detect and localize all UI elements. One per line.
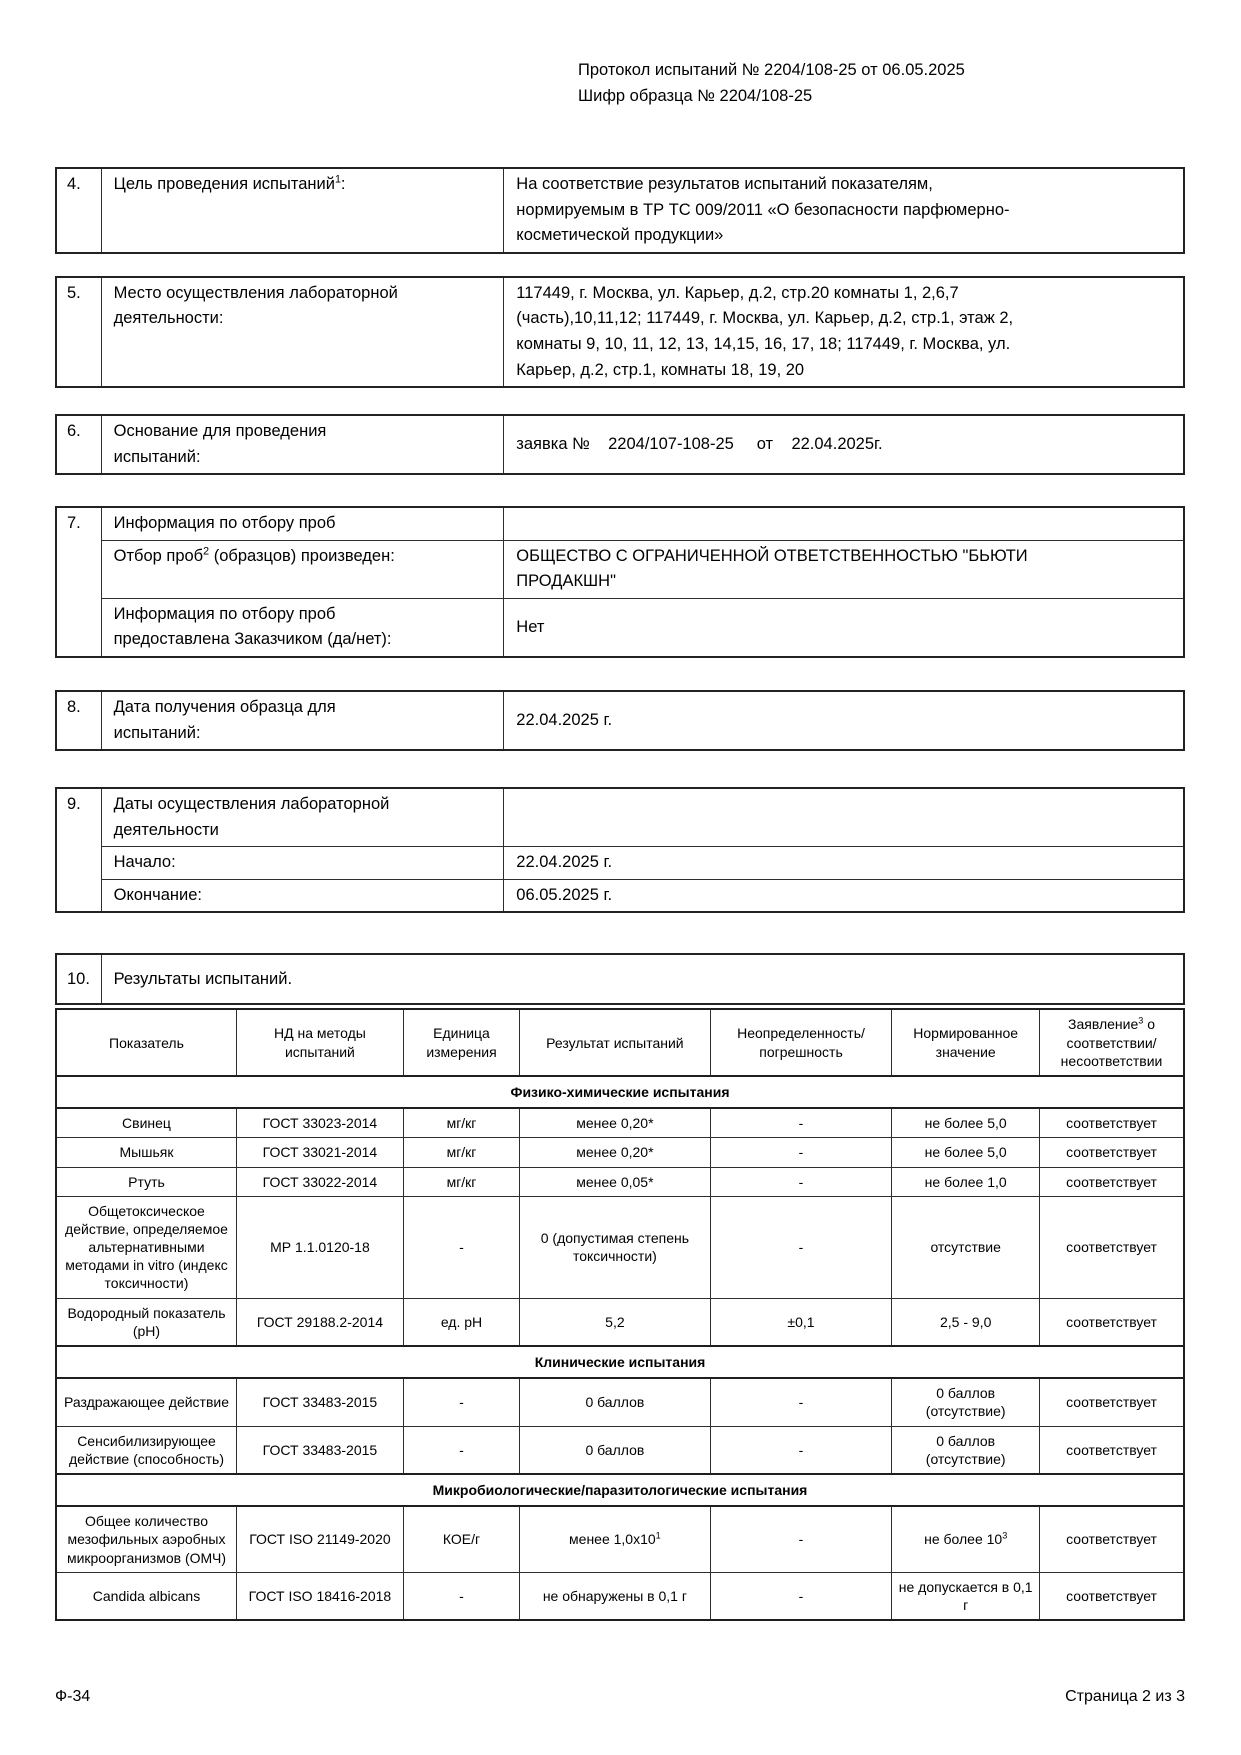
result-cell: соответствует: [1040, 1138, 1184, 1167]
info-row: [56, 847, 1184, 880]
result-cell: -: [403, 1378, 519, 1426]
result-cell: не допускается в 0,1 г: [892, 1572, 1040, 1620]
column-header-result: Результат испытаний: [520, 1009, 711, 1076]
result-row: [56, 1298, 1184, 1346]
info-row: [56, 540, 1184, 598]
results-table-head: [56, 1009, 1184, 1076]
result-cell: ГОСТ 33023-2014: [236, 1108, 403, 1138]
result-cell: Раздражающее действие: [56, 1378, 236, 1426]
result-cell: -: [403, 1196, 519, 1298]
page-number: Страница 2 из 3: [1065, 1688, 1185, 1705]
result-cell: соответствует: [1040, 1298, 1184, 1346]
result-cell: Сенсибилизирующее действие (способность): [56, 1426, 236, 1474]
result-cell: Candida albicans: [56, 1572, 236, 1620]
info-row: [56, 168, 1184, 253]
result-cell: менее 0,05*: [520, 1167, 711, 1196]
result-cell: отсутствие: [892, 1196, 1040, 1298]
row-value: 06.05.2025 г.: [504, 879, 1184, 912]
result-cell: мг/кг: [403, 1167, 519, 1196]
row-value: 117449, г. Москва, ул. Карьер, д.2, стр.20 комнаты 1, 2,6,7 (часть),10,11,12; 117449, г. Москва, ул. Карьер, д.2, стр.1, этаж 2, комнаты 9, 10, 11, 12, 13, 14,15, 16, 17, 18; 117449, г. Москва, ул. Карьер, д.2, стр.1, комнаты 18, 19, 20: [504, 277, 1184, 387]
results-group-title: Клинические испытания: [56, 1346, 1184, 1378]
result-cell: -: [710, 1196, 892, 1298]
column-header-norm: Нормированное значение: [892, 1009, 1040, 1076]
result-cell: не более 5,0: [892, 1138, 1040, 1167]
info-row: [56, 598, 1184, 657]
result-cell: менее 0,20*: [520, 1108, 711, 1138]
row-label: Основание для проведения испытаний:: [101, 415, 504, 474]
row-number: 9.: [56, 788, 101, 912]
document-content: [55, 0, 1185, 1621]
info-table-sampling: [55, 506, 1185, 658]
result-row: [56, 1506, 1184, 1572]
row-label: Отбор проб$^2$ (образцов) произведен:: [101, 540, 504, 598]
result-row: [56, 1426, 1184, 1474]
column-header-indicator: Показатель: [56, 1009, 236, 1076]
result-cell: Свинец: [56, 1108, 236, 1138]
row-label: Цель проведения испытаний$^1$:: [101, 168, 504, 253]
result-cell: Общетоксическое действие, определяемое альтернативными методами in vitro (индекс токсичности): [56, 1196, 236, 1298]
row-number: 10.: [56, 954, 101, 1004]
result-cell: -: [710, 1506, 892, 1572]
result-cell: -: [710, 1108, 892, 1138]
row-value: [504, 788, 1184, 847]
result-cell: 0 баллов (отсутствие): [892, 1426, 1040, 1474]
result-cell: МР 1.1.0120-18: [236, 1196, 403, 1298]
result-cell: 0 баллов: [520, 1378, 711, 1426]
info-row: [56, 507, 1184, 540]
results-section-title-table: [55, 953, 1185, 1005]
result-cell: -: [710, 1167, 892, 1196]
info-row: [56, 879, 1184, 912]
result-cell: соответствует: [1040, 1108, 1184, 1138]
row-value: 22.04.2025 г.: [504, 847, 1184, 880]
protocol-number-line: Протокол испытаний № 2204/108-25 от 06.05.2025: [578, 61, 965, 79]
result-cell: соответствует: [1040, 1506, 1184, 1572]
result-cell: соответствует: [1040, 1196, 1184, 1298]
result-cell: не более 1,0: [892, 1167, 1040, 1196]
results-group-row: [56, 1346, 1184, 1378]
result-cell: ГОСТ 29188.2-2014: [236, 1298, 403, 1346]
row-number: 7.: [56, 507, 101, 657]
row-label: Даты осуществления лабораторной деятельности: [101, 788, 504, 847]
form-code: Ф-34: [55, 1688, 91, 1705]
result-cell: -: [403, 1426, 519, 1474]
result-cell: 2,5 - 9,0: [892, 1298, 1040, 1346]
row-value: 22.04.2025 г.: [504, 691, 1184, 750]
row-value: ОБЩЕСТВО С ОГРАНИЧЕННОЙ ОТВЕТСТВЕННОСТЬЮ "БЬЮТИ ПРОДАКШН": [504, 540, 1184, 598]
result-row: [56, 1108, 1184, 1138]
result-cell: -: [710, 1426, 892, 1474]
result-row: [56, 1378, 1184, 1426]
results-group-row: [56, 1076, 1184, 1108]
row-label: Дата получения образца для испытаний:: [101, 691, 504, 750]
row-number: 8.: [56, 691, 101, 750]
result-row: [56, 1572, 1184, 1620]
results-group-row: [56, 1474, 1184, 1506]
row-value: Нет: [504, 598, 1184, 657]
result-cell: соответствует: [1040, 1572, 1184, 1620]
row-label: Начало:: [101, 847, 504, 880]
results-table: [55, 1008, 1185, 1621]
result-cell: не более 5,0: [892, 1108, 1040, 1138]
result-cell: Общее количество мезофильных аэробных микроорганизмов (ОМЧ): [56, 1506, 236, 1572]
row-label: Информация по отбору проб предоставлена Заказчиком (да/нет):: [101, 598, 504, 657]
results-table-body: [56, 1076, 1184, 1620]
result-cell: -: [403, 1572, 519, 1620]
results-group-title: Микробиологические/паразитологические испытания: [56, 1474, 1184, 1506]
result-cell: менее $1,0x10^1$: [520, 1506, 711, 1572]
row-label: Окончание:: [101, 879, 504, 912]
results-group-title: Физико-химические испытания: [56, 1076, 1184, 1108]
info-row: [56, 415, 1184, 474]
result-cell: не обнаружены в 0,1 г: [520, 1572, 711, 1620]
result-cell: -: [710, 1138, 892, 1167]
result-cell: Водородный показатель (рН): [56, 1298, 236, 1346]
result-cell: 5,2: [520, 1298, 711, 1346]
result-cell: 0 баллов: [520, 1426, 711, 1474]
result-cell: Ртуть: [56, 1167, 236, 1196]
result-cell: ГОСТ 33021-2014: [236, 1138, 403, 1167]
result-cell: мг/кг: [403, 1138, 519, 1167]
column-header-unit: Единица измерения: [403, 1009, 519, 1076]
row-label: Место осуществления лабораторной деятельности:: [101, 277, 504, 387]
document-header: [578, 58, 1185, 109]
result-cell: не более $10^3$: [892, 1506, 1040, 1572]
result-cell: ГОСТ ISO 21149-2020: [236, 1506, 403, 1572]
sample-cipher-line: Шифр образца № 2204/108-25: [578, 86, 813, 105]
result-cell: мг/кг: [403, 1108, 519, 1138]
result-cell: ГОСТ 33022-2014: [236, 1167, 403, 1196]
info-row: [56, 277, 1184, 387]
row-number: 5.: [56, 277, 101, 387]
column-header-statement: Заявление$^3$ о соответствии/ несоответствии: [1040, 1009, 1184, 1076]
results-section-title: Результаты испытаний.: [101, 954, 1184, 1004]
result-cell: соответствует: [1040, 1167, 1184, 1196]
info-table-activity-dates: [55, 787, 1185, 913]
row-value: На соответствие результатов испытаний показателям, нормируемым в ТР ТС 009/2011 «О безопасности парфюмерно-косметической продукции»: [504, 168, 1184, 253]
page-footer: [55, 1688, 1185, 1706]
info-table-receipt-date: [55, 690, 1185, 751]
results-header-row: [56, 1009, 1184, 1076]
result-cell: ±0,1: [710, 1298, 892, 1346]
info-row: [56, 954, 1184, 1004]
result-cell: менее 0,20*: [520, 1138, 711, 1167]
info-row: [56, 691, 1184, 750]
result-cell: ГОСТ 33483-2015: [236, 1378, 403, 1426]
row-label: Информация по отбору проб: [101, 507, 504, 540]
result-row: [56, 1167, 1184, 1196]
result-cell: -: [710, 1572, 892, 1620]
row-value: заявка № 2204/107-108-25 от 22.04.2025г.: [504, 415, 1184, 474]
result-cell: Мышьяк: [56, 1138, 236, 1167]
result-cell: -: [710, 1378, 892, 1426]
result-cell: ед. рН: [403, 1298, 519, 1346]
result-cell: ГОСТ ISO 18416-2018: [236, 1572, 403, 1620]
result-cell: 0 баллов (отсутствие): [892, 1378, 1040, 1426]
info-table-purpose: [55, 167, 1185, 254]
column-header-method: НД на методы испытаний: [236, 1009, 403, 1076]
row-number: 4.: [56, 168, 101, 253]
result-row: [56, 1196, 1184, 1298]
result-cell: соответствует: [1040, 1378, 1184, 1426]
result-cell: ГОСТ 33483-2015: [236, 1426, 403, 1474]
info-row: [56, 788, 1184, 847]
info-table-basis: [55, 414, 1185, 475]
result-cell: КОЕ/г: [403, 1506, 519, 1572]
row-value: [504, 507, 1184, 540]
row-number: 6.: [56, 415, 101, 474]
result-cell: соответствует: [1040, 1426, 1184, 1474]
column-header-uncertainty: Неопределенность/ погрешность: [710, 1009, 892, 1076]
result-row: [56, 1138, 1184, 1167]
info-table-location: [55, 276, 1185, 388]
result-cell: 0 (допустимая степень токсичности): [520, 1196, 711, 1298]
